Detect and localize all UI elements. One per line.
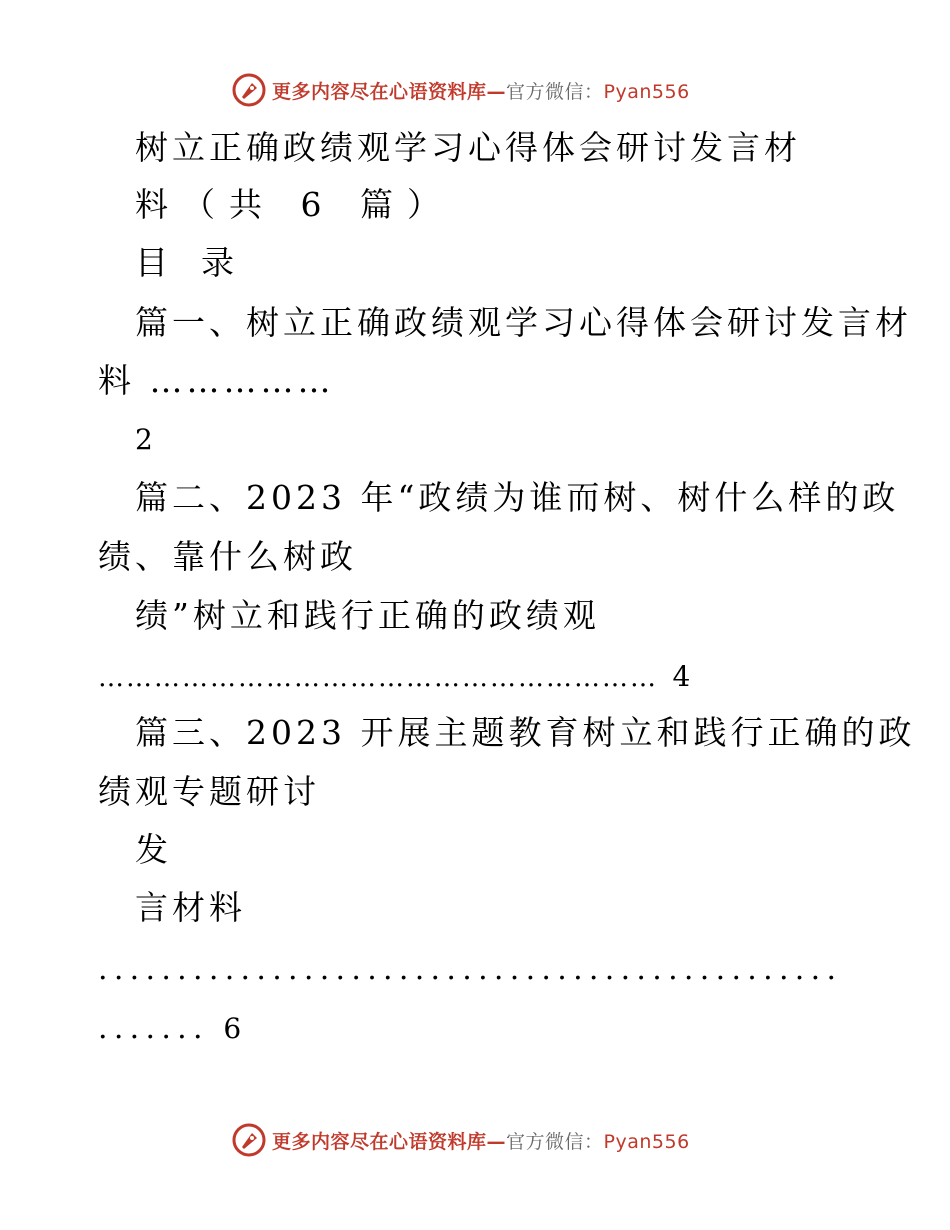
toc-entry-3-leader-2 [98, 1007, 245, 1049]
toc-entry-3-leader-1: ............................................... [98, 952, 843, 987]
toc-entry-3-line-3[interactable]: 发 [135, 830, 172, 869]
watermark-banner-bottom [232, 1120, 752, 1160]
toc-entry-1-line-1[interactable]: 篇一、树立正确政绩观学习心得体会研讨发言材 [135, 303, 912, 342]
toc-entry-1-page: 2 [135, 423, 157, 456]
toc-heading: 目 录 [135, 243, 238, 282]
toc-entry-3-line-4[interactable]: 言材料 [135, 888, 246, 927]
toc-entry-3-line-1[interactable]: 篇三、2023 开展主题教育树立和践行正确的政 [135, 713, 916, 752]
toc-entry-2-leader [98, 655, 694, 698]
toc-entry-2-line-3[interactable]: 绩”树立和践行正确的政绩观 [135, 596, 600, 635]
pen-nib-logo-icon [232, 73, 266, 107]
toc-entry-2-line-2[interactable]: 绩、靠什么树政 [98, 537, 357, 576]
toc-entry-2-line-1[interactable]: 篇二、2023 年“政绩为谁而树、树什么样的政 [135, 478, 900, 517]
banner-text: 更多内容尽在心语资料库—官方微信：Pyan556 [272, 80, 690, 103]
toc-entry-3-page: 6 [223, 1012, 246, 1045]
document-title-line-2: 料（共 6 篇） [135, 185, 454, 224]
toc-entry-2-page: 4 [672, 660, 695, 693]
dot-leader: ....... [98, 1011, 209, 1046]
pen-nib-logo-icon [232, 1123, 266, 1157]
toc-entry-1-line-2[interactable]: 料 …………… [98, 361, 335, 400]
dot-leader: …………………………………………………… [98, 663, 658, 693]
banner-text: 更多内容尽在心语资料库—官方微信：Pyan556 [272, 1130, 690, 1153]
document-title-line-1: 树立正确政绩观学习心得体会研讨发言材 [135, 128, 801, 167]
watermark-banner-top [232, 70, 752, 110]
toc-entry-3-line-2[interactable]: 绩观专题研讨 [98, 772, 320, 811]
